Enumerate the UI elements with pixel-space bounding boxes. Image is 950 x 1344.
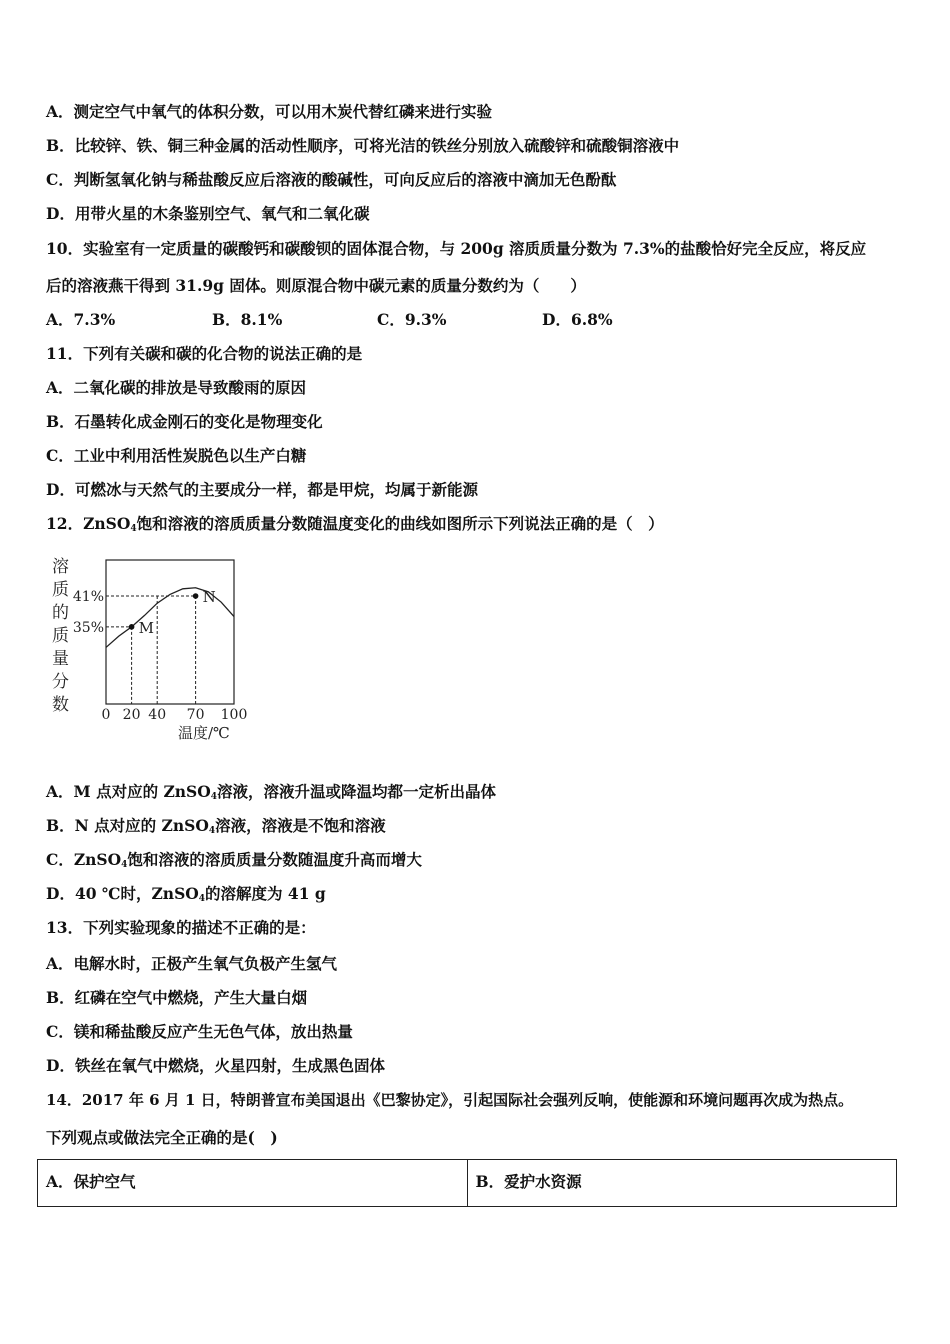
q13-option-a: A．电解水时，正极产生氧气负极产生氢气	[46, 954, 338, 973]
y-axis-label-char: 分	[52, 672, 69, 692]
subscript: 4	[210, 792, 218, 802]
y-tick-label: 41%	[72, 589, 104, 605]
y-axis-label-char: 量	[52, 649, 69, 669]
subscript: 4	[130, 524, 137, 534]
q12-option-a-prefix: A．M 点对应的 ZnSO	[46, 782, 211, 801]
solubility-chart	[40, 548, 260, 748]
q11-option-d: D．可燃冰与天然气的主要成分一样，都是甲烷，均属于新能源	[46, 480, 478, 499]
q12-stem	[46, 514, 664, 539]
q12-option-b	[46, 816, 386, 841]
q14-cell-a: A．保护空气	[38, 1160, 468, 1207]
q13-option-b: B．红磷在空气中燃烧，产生大量白烟	[46, 988, 308, 1007]
q12-option-c-suffix: 饱和溶液的溶质质量分数随温度升高而增大	[127, 850, 422, 869]
q10-options	[46, 310, 613, 330]
q12-stem-prefix: 12．ZnSO	[46, 514, 131, 533]
x-axis-label: 温度/℃	[178, 724, 230, 742]
q10-option-b: B．8.1%	[212, 310, 283, 329]
q10-stem-line2: 后的溶液燕干得到 31.9g 固体。则原混合物中碳元素的质量分数约为（ ）	[46, 276, 586, 295]
x-tick-label: 20	[122, 707, 141, 723]
q11-option-c: C．工业中利用活性炭脱色以生产白糖	[46, 446, 307, 465]
data-point-m	[129, 624, 135, 630]
table-row	[38, 1160, 897, 1207]
q9-option-a: A．测定空气中氧气的体积分数，可以用木炭代替红磷来进行实验	[46, 102, 493, 121]
q12-stem-suffix: 饱和溶液的溶质质量分数随温度变化的曲线如图所示下列说法正确的是（ ）	[136, 514, 664, 533]
subscript: 4	[198, 894, 206, 904]
y-axis-label-char: 数	[52, 695, 69, 715]
q12-option-d	[46, 884, 326, 909]
q10-option-c: C．9.3%	[377, 310, 447, 329]
q9-option-c: C．判断氢氧化钠与稀盐酸反应后溶液的酸碱性，可向反应后的溶液中滴加无色酚酞	[46, 170, 617, 189]
q12-option-a	[46, 782, 496, 807]
q12-option-d-suffix: 的溶解度为 41 g	[205, 884, 326, 903]
x-tick-label: 100	[220, 707, 248, 723]
q12-option-b-suffix: 溶液，溶液是不饱和溶液	[215, 816, 386, 835]
q14-options-table	[37, 1159, 897, 1207]
q13-option-d: D．铁丝在氧气中燃烧，火星四射，生成黑色固体	[46, 1056, 385, 1075]
q12-option-a-suffix: 溶液，溶液升温或降温均都一定析出晶体	[217, 782, 497, 801]
q12-option-b-prefix: B．N 点对应的 ZnSO	[46, 816, 209, 835]
q11-option-a: A．二氧化碳的排放是导致酸雨的原因	[46, 378, 307, 397]
q13-stem: 13．下列实验现象的描述不正确的是：	[46, 918, 316, 937]
q14-stem-line1: 14．2017 年 6 月 1 日，特朗普宣布美国退出《巴黎协定》，引起国际社会强列反响，使能源和环境问题再次成为热点。	[46, 1091, 854, 1109]
data-point-n	[193, 593, 199, 599]
q11-stem: 11．下列有关碳和碳的化合物的说法正确的是	[46, 344, 363, 363]
y-axis-label-char: 质	[52, 580, 69, 600]
q11-option-b: B．石墨转化成金刚石的变化是物理变化	[46, 412, 323, 431]
q9-option-b: B．比较锌、铁、铜三种金属的活动性顺序，可将光洁的铁丝分别放入硫酸锌和硫酸铜溶液中	[46, 136, 680, 155]
q13-option-c: C．镁和稀盐酸反应产生无色气体，放出热量	[46, 1022, 353, 1041]
point-label-n: N	[202, 588, 216, 606]
y-axis-label-char: 的	[52, 603, 69, 623]
q12-option-c	[46, 850, 422, 875]
x-tick-label: 0	[101, 707, 111, 723]
y-axis-label-char: 质	[52, 626, 69, 646]
x-tick-label: 70	[186, 707, 205, 723]
q14-stem-line2: 下列观点或做法完全正确的是( )	[46, 1128, 278, 1147]
q12-option-d-prefix: D．40 ℃时，ZnSO	[46, 884, 199, 903]
q10-stem-line1: 10．实验室有一定质量的碳酸钙和碳酸钡的固体混合物，与 200g 溶质质量分数为 7.3%的盐酸恰好完全反应，将反应	[46, 239, 867, 258]
q10-option-a: A．7.3%	[46, 310, 116, 329]
x-tick-label: 40	[148, 707, 167, 723]
q10-option-d: D．6.8%	[542, 310, 613, 329]
y-axis-label	[52, 557, 69, 715]
y-tick-label: 35%	[72, 619, 104, 636]
y-axis-label-char: 溶	[52, 557, 69, 577]
q12-option-c-prefix: C．ZnSO	[46, 850, 122, 869]
subscript: 4	[121, 860, 128, 870]
point-label-m: M	[138, 618, 154, 637]
subscript: 4	[208, 826, 216, 836]
q14-cell-b: B．爱护水资源	[467, 1160, 897, 1207]
q9-option-d: D．用带火星的木条鉴别空气、氧气和二氧化碳	[46, 204, 370, 223]
